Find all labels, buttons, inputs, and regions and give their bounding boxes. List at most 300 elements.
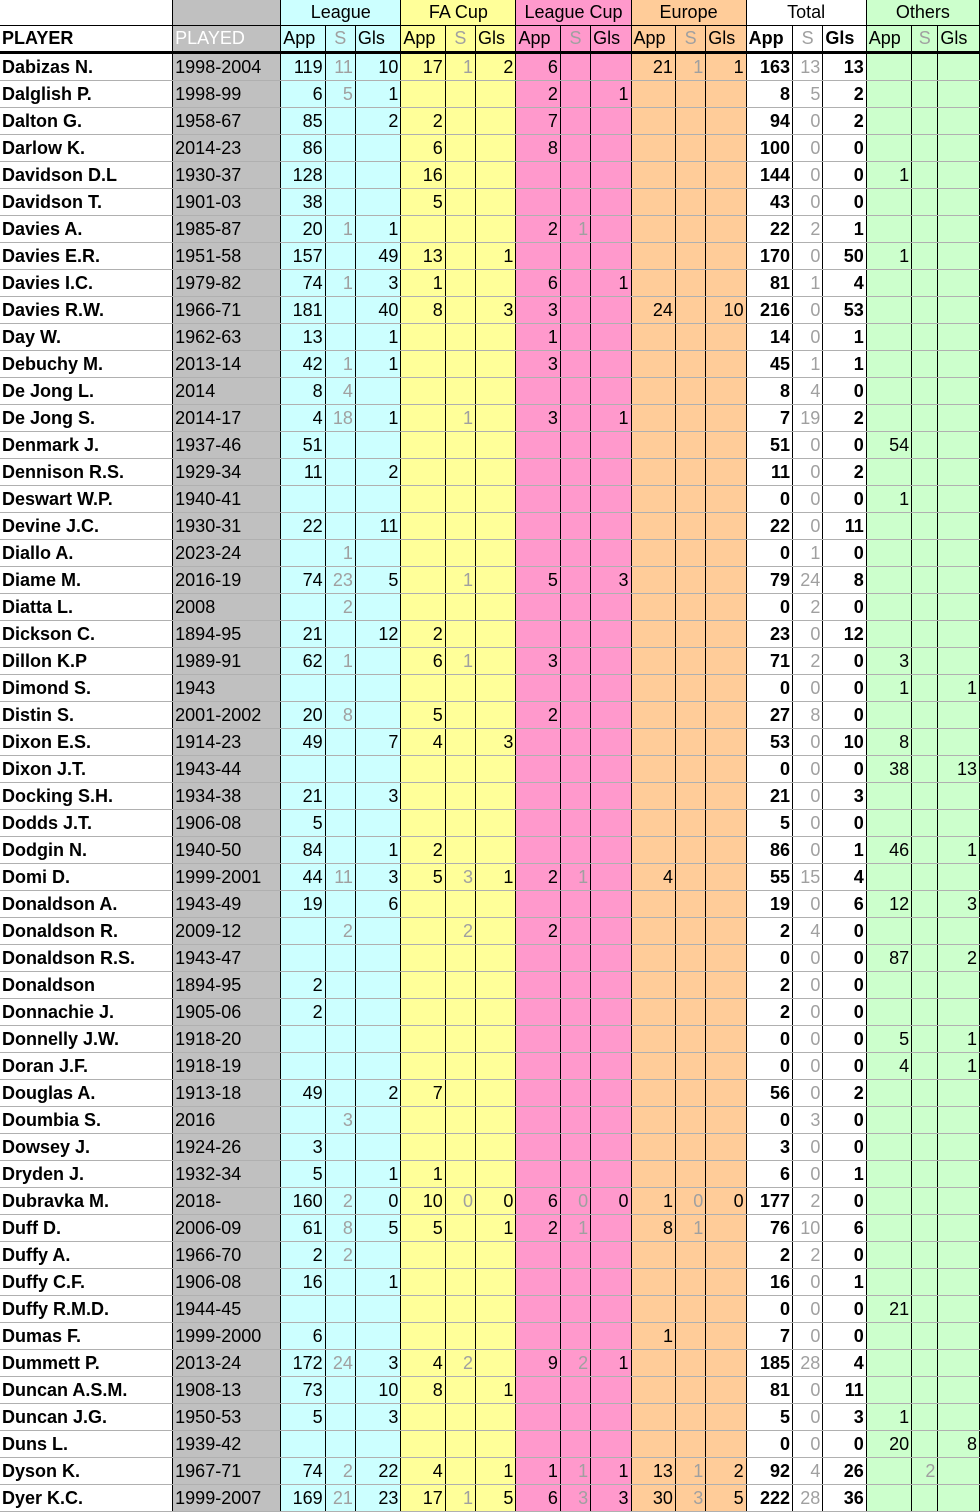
total-app-cell: 81 bbox=[746, 270, 792, 297]
table-row bbox=[0, 1269, 980, 1296]
played-cell: 1998-2004 bbox=[173, 53, 281, 81]
total-gls-cell: 0 bbox=[823, 540, 866, 567]
table-row bbox=[0, 702, 980, 729]
others-gls-cell bbox=[938, 1377, 980, 1404]
lc-app-cell bbox=[516, 837, 560, 864]
league-gls-cell: 3 bbox=[355, 783, 400, 810]
total-app-cell: 7 bbox=[746, 405, 792, 432]
lc-gls-cell bbox=[591, 1080, 631, 1107]
lc-gls-cell bbox=[591, 1161, 631, 1188]
fa-app-cell bbox=[401, 324, 445, 351]
others-gls-cell bbox=[938, 1323, 980, 1350]
fa-s-cell: 1 bbox=[445, 1485, 475, 1512]
fa-s-cell bbox=[445, 189, 475, 216]
lc-app-cell: 7 bbox=[516, 108, 560, 135]
lc-gls-cell bbox=[591, 432, 631, 459]
others-gls-cell bbox=[938, 351, 980, 378]
others-gls-cell bbox=[938, 1485, 980, 1512]
eu-app-cell bbox=[631, 783, 675, 810]
played-cell: 1918-20 bbox=[173, 1026, 281, 1053]
others-s-cell bbox=[912, 891, 938, 918]
total-app-cell: 71 bbox=[746, 648, 792, 675]
lc-gls-cell bbox=[591, 351, 631, 378]
lc-gls-cell bbox=[591, 53, 631, 81]
league-gls-cell bbox=[355, 810, 400, 837]
fa-gls-cell bbox=[476, 891, 516, 918]
league-gls-cell bbox=[355, 162, 400, 189]
lc-s-cell bbox=[560, 324, 590, 351]
total-app-cell: 2 bbox=[746, 918, 792, 945]
table-row bbox=[0, 1458, 980, 1485]
fa-app-cell: 1 bbox=[401, 270, 445, 297]
total-s-cell: 5 bbox=[793, 81, 823, 108]
others-app-cell bbox=[866, 864, 911, 891]
fa-s-cell bbox=[445, 378, 475, 405]
league-gls-cell: 1 bbox=[355, 405, 400, 432]
lc-gls-cell bbox=[591, 1026, 631, 1053]
fa-gls-cell bbox=[476, 1431, 516, 1458]
eu-gls-cell bbox=[706, 756, 746, 783]
played-cell: 1929-34 bbox=[173, 459, 281, 486]
player-name-cell: Dummett P. bbox=[0, 1350, 173, 1377]
fa-gls-cell bbox=[476, 918, 516, 945]
fa-app-cell: 4 bbox=[401, 1458, 445, 1485]
total-app-cell: 92 bbox=[746, 1458, 792, 1485]
table-row bbox=[0, 81, 980, 108]
fa-app-cell: 2 bbox=[401, 108, 445, 135]
fa-app-cell bbox=[401, 351, 445, 378]
player-name-cell: Davies A. bbox=[0, 216, 173, 243]
lc-app-cell bbox=[516, 540, 560, 567]
lc-app-cell: 6 bbox=[516, 1485, 560, 1512]
total-s-cell: 0 bbox=[793, 432, 823, 459]
fa-gls-cell bbox=[476, 1269, 516, 1296]
others-gls-cell bbox=[938, 1134, 980, 1161]
fa-app-cell bbox=[401, 459, 445, 486]
total-s-cell: 0 bbox=[793, 243, 823, 270]
header-fa-s: S bbox=[445, 26, 475, 53]
table-row bbox=[0, 1215, 980, 1242]
player-name-cell: Denmark J. bbox=[0, 432, 173, 459]
total-app-cell: 11 bbox=[746, 459, 792, 486]
league-app-cell: 3 bbox=[281, 1134, 325, 1161]
played-cell: 1951-58 bbox=[173, 243, 281, 270]
eu-gls-cell bbox=[706, 486, 746, 513]
league-app-cell bbox=[281, 1053, 325, 1080]
lc-gls-cell bbox=[591, 1053, 631, 1080]
eu-gls-cell bbox=[706, 1134, 746, 1161]
fa-s-cell bbox=[445, 1134, 475, 1161]
league-s-cell: 8 bbox=[325, 1215, 355, 1242]
total-gls-cell: 0 bbox=[823, 810, 866, 837]
total-s-cell: 2 bbox=[793, 1188, 823, 1215]
table-row bbox=[0, 1188, 980, 1215]
played-cell: 1894-95 bbox=[173, 621, 281, 648]
lc-app-cell: 3 bbox=[516, 648, 560, 675]
total-s-cell: 2 bbox=[793, 216, 823, 243]
fa-s-cell: 3 bbox=[445, 864, 475, 891]
fa-gls-cell bbox=[476, 1323, 516, 1350]
lc-app-cell bbox=[516, 945, 560, 972]
others-gls-cell bbox=[938, 783, 980, 810]
eu-gls-cell bbox=[706, 1053, 746, 1080]
fa-s-cell bbox=[445, 135, 475, 162]
league-s-cell bbox=[325, 1323, 355, 1350]
total-gls-cell: 36 bbox=[823, 1485, 866, 1512]
total-s-cell: 0 bbox=[793, 891, 823, 918]
lc-app-cell bbox=[516, 1242, 560, 1269]
league-app-cell: 49 bbox=[281, 729, 325, 756]
fa-gls-cell bbox=[476, 1404, 516, 1431]
total-gls-cell: 1 bbox=[823, 837, 866, 864]
lc-gls-cell bbox=[591, 783, 631, 810]
lc-s-cell bbox=[560, 1053, 590, 1080]
table-row bbox=[0, 864, 980, 891]
others-gls-cell bbox=[938, 1188, 980, 1215]
fa-app-cell: 13 bbox=[401, 243, 445, 270]
lc-s-cell bbox=[560, 1134, 590, 1161]
player-name-cell: Dodgin N. bbox=[0, 837, 173, 864]
others-gls-cell bbox=[938, 486, 980, 513]
fa-s-cell bbox=[445, 351, 475, 378]
played-cell: 1950-53 bbox=[173, 1404, 281, 1431]
league-gls-cell: 22 bbox=[355, 1458, 400, 1485]
fa-app-cell: 2 bbox=[401, 621, 445, 648]
played-cell: 2016-19 bbox=[173, 567, 281, 594]
lc-s-cell bbox=[560, 351, 590, 378]
others-app-cell: 4 bbox=[866, 1053, 911, 1080]
lc-gls-cell bbox=[591, 837, 631, 864]
league-app-cell: 16 bbox=[281, 1269, 325, 1296]
fa-gls-cell: 1 bbox=[476, 243, 516, 270]
player-name-cell: Domi D. bbox=[0, 864, 173, 891]
total-app-cell: 3 bbox=[746, 1134, 792, 1161]
others-s-cell bbox=[912, 675, 938, 702]
player-name-cell: Diame M. bbox=[0, 567, 173, 594]
header-lc-gls: Gls bbox=[591, 26, 631, 53]
lc-app-cell bbox=[516, 378, 560, 405]
lc-gls-cell: 1 bbox=[591, 81, 631, 108]
eu-app-cell bbox=[631, 459, 675, 486]
league-s-cell bbox=[325, 1026, 355, 1053]
fa-app-cell bbox=[401, 486, 445, 513]
others-gls-cell bbox=[938, 999, 980, 1026]
total-s-cell: 0 bbox=[793, 999, 823, 1026]
others-s-cell bbox=[912, 567, 938, 594]
lc-s-cell bbox=[560, 756, 590, 783]
others-app-cell bbox=[866, 621, 911, 648]
total-s-cell: 4 bbox=[793, 378, 823, 405]
others-gls-cell: 1 bbox=[938, 675, 980, 702]
others-s-cell bbox=[912, 378, 938, 405]
total-gls-cell: 2 bbox=[823, 81, 866, 108]
others-gls-cell: 2 bbox=[938, 945, 980, 972]
lc-s-cell bbox=[560, 1404, 590, 1431]
lc-gls-cell bbox=[591, 756, 631, 783]
eu-app-cell: 8 bbox=[631, 1215, 675, 1242]
table-row bbox=[0, 999, 980, 1026]
league-gls-cell: 2 bbox=[355, 108, 400, 135]
total-s-cell: 19 bbox=[793, 405, 823, 432]
fa-app-cell bbox=[401, 972, 445, 999]
player-name-cell: Duffy R.M.D. bbox=[0, 1296, 173, 1323]
eu-s-cell bbox=[675, 486, 705, 513]
league-app-cell: 22 bbox=[281, 513, 325, 540]
lc-s-cell bbox=[560, 1269, 590, 1296]
league-app-cell: 85 bbox=[281, 108, 325, 135]
fa-app-cell bbox=[401, 1323, 445, 1350]
others-gls-cell bbox=[938, 567, 980, 594]
others-gls-cell bbox=[938, 918, 980, 945]
league-s-cell bbox=[325, 243, 355, 270]
lc-s-cell bbox=[560, 513, 590, 540]
league-s-cell bbox=[325, 486, 355, 513]
league-s-cell: 23 bbox=[325, 567, 355, 594]
others-app-cell bbox=[866, 1458, 911, 1485]
others-s-cell bbox=[912, 945, 938, 972]
player-name-cell: Duns L. bbox=[0, 1431, 173, 1458]
total-app-cell: 2 bbox=[746, 1242, 792, 1269]
others-s-cell bbox=[912, 216, 938, 243]
fa-s-cell bbox=[445, 999, 475, 1026]
league-s-cell: 1 bbox=[325, 351, 355, 378]
eu-s-cell bbox=[675, 1404, 705, 1431]
league-s-cell bbox=[325, 1080, 355, 1107]
eu-s-cell bbox=[675, 81, 705, 108]
league-s-cell bbox=[325, 432, 355, 459]
fa-gls-cell bbox=[476, 405, 516, 432]
player-name-cell: Dalglish P. bbox=[0, 81, 173, 108]
league-s-cell: 21 bbox=[325, 1485, 355, 1512]
lc-s-cell bbox=[560, 405, 590, 432]
others-s-cell bbox=[912, 1134, 938, 1161]
total-s-cell: 0 bbox=[793, 1431, 823, 1458]
fa-app-cell: 6 bbox=[401, 648, 445, 675]
league-s-cell bbox=[325, 189, 355, 216]
eu-gls-cell bbox=[706, 837, 746, 864]
table-row bbox=[0, 810, 980, 837]
others-app-cell bbox=[866, 1350, 911, 1377]
eu-gls-cell bbox=[706, 567, 746, 594]
eu-gls-cell bbox=[706, 432, 746, 459]
others-s-cell bbox=[912, 513, 938, 540]
others-gls-cell bbox=[938, 1296, 980, 1323]
player-name-cell: Dowsey J. bbox=[0, 1134, 173, 1161]
lc-app-cell: 6 bbox=[516, 1188, 560, 1215]
header-eu-s: S bbox=[675, 26, 705, 53]
table-row bbox=[0, 324, 980, 351]
fa-gls-cell bbox=[476, 540, 516, 567]
lc-app-cell bbox=[516, 1107, 560, 1134]
total-app-cell: 5 bbox=[746, 810, 792, 837]
others-gls-cell bbox=[938, 810, 980, 837]
lc-gls-cell: 1 bbox=[591, 270, 631, 297]
total-app-cell: 53 bbox=[746, 729, 792, 756]
others-gls-cell bbox=[938, 1107, 980, 1134]
others-app-cell: 1 bbox=[866, 675, 911, 702]
league-app-cell: 172 bbox=[281, 1350, 325, 1377]
total-gls-cell: 3 bbox=[823, 783, 866, 810]
played-cell: 1999-2000 bbox=[173, 1323, 281, 1350]
fa-gls-cell: 5 bbox=[476, 1485, 516, 1512]
league-app-cell: 160 bbox=[281, 1188, 325, 1215]
header-others-gls: Gls bbox=[938, 26, 980, 53]
played-cell: 1930-37 bbox=[173, 162, 281, 189]
eu-s-cell bbox=[675, 810, 705, 837]
header-sub-row bbox=[0, 26, 980, 53]
total-gls-cell: 0 bbox=[823, 648, 866, 675]
player-name-cell: Dumas F. bbox=[0, 1323, 173, 1350]
league-app-cell bbox=[281, 1107, 325, 1134]
eu-s-cell bbox=[675, 162, 705, 189]
total-s-cell: 0 bbox=[793, 1296, 823, 1323]
total-gls-cell: 0 bbox=[823, 702, 866, 729]
header-eu-app: App bbox=[631, 26, 675, 53]
table-row bbox=[0, 1161, 980, 1188]
player-name-cell: Davidson D.L bbox=[0, 162, 173, 189]
lc-s-cell bbox=[560, 1377, 590, 1404]
eu-s-cell bbox=[675, 567, 705, 594]
lc-gls-cell bbox=[591, 540, 631, 567]
fa-app-cell bbox=[401, 1026, 445, 1053]
lc-app-cell: 1 bbox=[516, 1458, 560, 1485]
lc-app-cell bbox=[516, 1296, 560, 1323]
league-app-cell: 169 bbox=[281, 1485, 325, 1512]
others-s-cell bbox=[912, 864, 938, 891]
league-app-cell bbox=[281, 1026, 325, 1053]
league-app-cell: 20 bbox=[281, 702, 325, 729]
lc-s-cell bbox=[560, 486, 590, 513]
total-gls-cell: 11 bbox=[823, 1377, 866, 1404]
eu-gls-cell bbox=[706, 918, 746, 945]
lc-app-cell bbox=[516, 1080, 560, 1107]
eu-app-cell bbox=[631, 810, 675, 837]
fa-gls-cell bbox=[476, 81, 516, 108]
lc-s-cell bbox=[560, 1026, 590, 1053]
fa-gls-cell bbox=[476, 459, 516, 486]
others-gls-cell bbox=[938, 1350, 980, 1377]
played-cell: 2008 bbox=[173, 594, 281, 621]
fa-gls-cell bbox=[476, 108, 516, 135]
others-s-cell bbox=[912, 1485, 938, 1512]
player-name-cell: Donnelly J.W. bbox=[0, 1026, 173, 1053]
fa-gls-cell bbox=[476, 945, 516, 972]
lc-gls-cell bbox=[591, 297, 631, 324]
fa-s-cell bbox=[445, 81, 475, 108]
played-cell: 1940-41 bbox=[173, 486, 281, 513]
fa-app-cell bbox=[401, 1242, 445, 1269]
fa-gls-cell: 1 bbox=[476, 864, 516, 891]
others-app-cell bbox=[866, 513, 911, 540]
total-gls-cell: 26 bbox=[823, 1458, 866, 1485]
player-name-cell: Donaldson R. bbox=[0, 918, 173, 945]
eu-gls-cell bbox=[706, 945, 746, 972]
lc-app-cell bbox=[516, 1431, 560, 1458]
others-gls-cell bbox=[938, 540, 980, 567]
league-app-cell: 38 bbox=[281, 189, 325, 216]
league-gls-cell: 1 bbox=[355, 837, 400, 864]
fa-gls-cell bbox=[476, 513, 516, 540]
fa-s-cell bbox=[445, 108, 475, 135]
lc-gls-cell bbox=[591, 1215, 631, 1242]
others-s-cell bbox=[912, 135, 938, 162]
header-group-row bbox=[0, 0, 980, 26]
table-row bbox=[0, 378, 980, 405]
fa-app-cell bbox=[401, 432, 445, 459]
league-app-cell bbox=[281, 918, 325, 945]
others-gls-cell bbox=[938, 324, 980, 351]
league-gls-cell bbox=[355, 1026, 400, 1053]
others-app-cell bbox=[866, 378, 911, 405]
table-row bbox=[0, 351, 980, 378]
eu-gls-cell: 5 bbox=[706, 1485, 746, 1512]
others-gls-cell bbox=[938, 1215, 980, 1242]
others-app-cell bbox=[866, 702, 911, 729]
eu-app-cell bbox=[631, 270, 675, 297]
table-row bbox=[0, 675, 980, 702]
league-gls-cell: 3 bbox=[355, 864, 400, 891]
others-app-cell bbox=[866, 324, 911, 351]
fa-gls-cell bbox=[476, 135, 516, 162]
fa-s-cell bbox=[445, 432, 475, 459]
eu-gls-cell bbox=[706, 243, 746, 270]
header-league-app: App bbox=[281, 26, 325, 53]
total-app-cell: 216 bbox=[746, 297, 792, 324]
eu-s-cell bbox=[675, 108, 705, 135]
others-s-cell bbox=[912, 1053, 938, 1080]
others-s-cell bbox=[912, 810, 938, 837]
eu-s-cell: 0 bbox=[675, 1188, 705, 1215]
others-app-cell bbox=[866, 81, 911, 108]
eu-gls-cell bbox=[706, 162, 746, 189]
lc-gls-cell bbox=[591, 1134, 631, 1161]
played-cell: 2014-17 bbox=[173, 405, 281, 432]
others-gls-cell bbox=[938, 864, 980, 891]
others-s-cell bbox=[912, 1242, 938, 1269]
played-cell: 1999-2007 bbox=[173, 1485, 281, 1512]
others-app-cell bbox=[866, 270, 911, 297]
fa-app-cell: 5 bbox=[401, 189, 445, 216]
table-row bbox=[0, 945, 980, 972]
lc-app-cell: 2 bbox=[516, 81, 560, 108]
league-s-cell bbox=[325, 108, 355, 135]
fa-s-cell bbox=[445, 162, 475, 189]
eu-s-cell bbox=[675, 540, 705, 567]
eu-gls-cell bbox=[706, 108, 746, 135]
others-s-cell bbox=[912, 270, 938, 297]
lc-s-cell: 0 bbox=[560, 1188, 590, 1215]
league-app-cell: 119 bbox=[281, 53, 325, 81]
fa-app-cell bbox=[401, 1053, 445, 1080]
total-s-cell: 0 bbox=[793, 1269, 823, 1296]
table-row bbox=[0, 1080, 980, 1107]
others-app-cell bbox=[866, 216, 911, 243]
lc-gls-cell bbox=[591, 675, 631, 702]
league-app-cell: 49 bbox=[281, 1080, 325, 1107]
eu-gls-cell bbox=[706, 216, 746, 243]
fa-app-cell bbox=[401, 594, 445, 621]
others-gls-cell bbox=[938, 297, 980, 324]
total-app-cell: 2 bbox=[746, 972, 792, 999]
fa-gls-cell bbox=[476, 756, 516, 783]
total-gls-cell: 0 bbox=[823, 1107, 866, 1134]
total-app-cell: 22 bbox=[746, 513, 792, 540]
others-gls-cell bbox=[938, 621, 980, 648]
others-s-cell bbox=[912, 162, 938, 189]
league-gls-cell bbox=[355, 972, 400, 999]
fa-gls-cell: 3 bbox=[476, 729, 516, 756]
eu-gls-cell bbox=[706, 648, 746, 675]
